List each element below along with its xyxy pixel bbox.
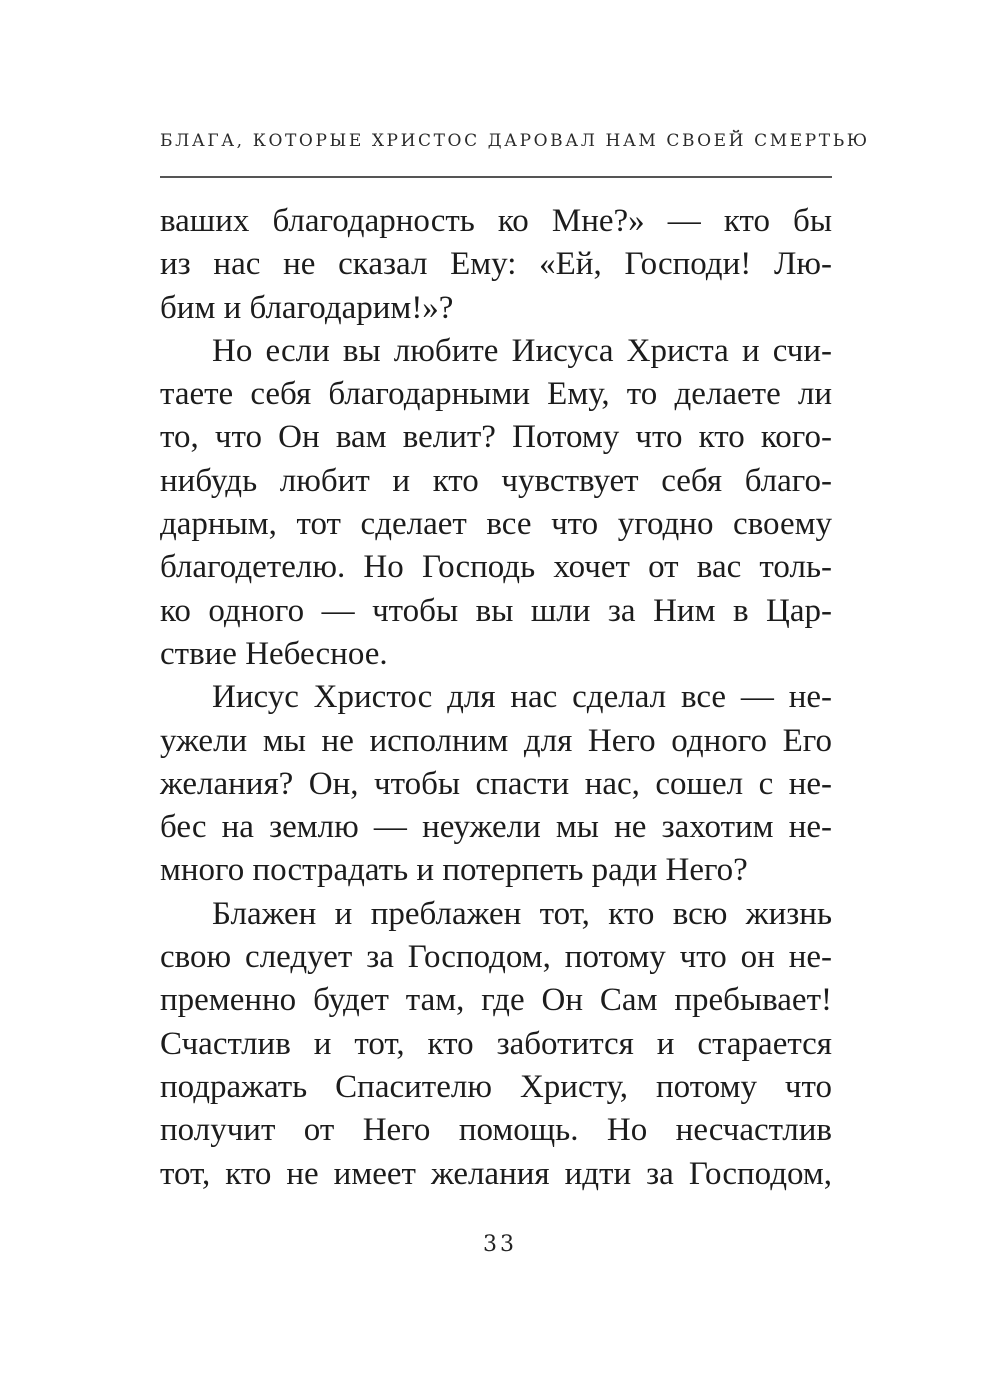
text-line-20: Счастлив и тот, кто заботится и старается <box>160 1025 832 1062</box>
text-line-14: желания? Он, чтобы спасти нас, сошел с не- <box>160 765 832 802</box>
text-line-9: благодетелю. Но Господь хочет от вас толь- <box>160 549 832 586</box>
text-line-22: получит от Него помощь. Но несчастлив <box>160 1112 832 1149</box>
text-line-2: из нас не сказал Ему: «Ей, Господи! Лю- <box>160 246 832 283</box>
text-line-7: нибудь любит и кто чувствует себя благо- <box>160 462 832 499</box>
text-line-18: свою следует за Господом, потому что он не- <box>160 939 832 976</box>
text-line-10: ко одного — чтобы вы шли за Ним в Цар- <box>160 592 832 629</box>
text-line-3: бим и благодарим!»? <box>160 289 454 326</box>
text-line-17: Блажен и преблажен тот, кто всю жизнь <box>212 895 832 932</box>
text-line-5: таете себя благодарными Ему, то делаете ли <box>160 376 832 413</box>
text-line-15: бес на землю — неужели мы не захотим не- <box>160 809 832 846</box>
text-line-11: ствие Небесное. <box>160 635 388 672</box>
text-line-19: пременно будет там, где Он Сам пребывает! <box>160 982 832 1019</box>
text-line-23: тот, кто не имеет желания идти за Господом, <box>160 1155 832 1192</box>
header-rule <box>160 176 832 178</box>
text-line-1: ваших благодарность ко Мне?» — кто бы <box>160 203 832 239</box>
running-head: БЛАГА, КОТОРЫЕ ХРИСТОС ДАРОВАЛ НАМ СВОЕЙ СМЕРТЬЮ <box>160 131 870 151</box>
text-line-16: много пострадать и потерпеть ради Него? <box>160 852 748 889</box>
text-line-6: то, что Он вам велит? Потому что кто кого- <box>160 419 832 456</box>
text-line-8: дарным, тот сделает все что угодно своему <box>160 506 832 543</box>
page-number: 33 <box>483 1232 517 1257</box>
text-line-13: ужели мы не исполним для Него одного Его <box>160 722 832 759</box>
text-line-21: подражать Спасителю Христу, потому что <box>160 1068 832 1105</box>
main-text <box>160 200 832 1196</box>
text-line-4: Но если вы любите Иисуса Христа и счи- <box>212 332 832 369</box>
text-line-12: Иисус Христос для нас сделал все — не- <box>212 679 832 716</box>
